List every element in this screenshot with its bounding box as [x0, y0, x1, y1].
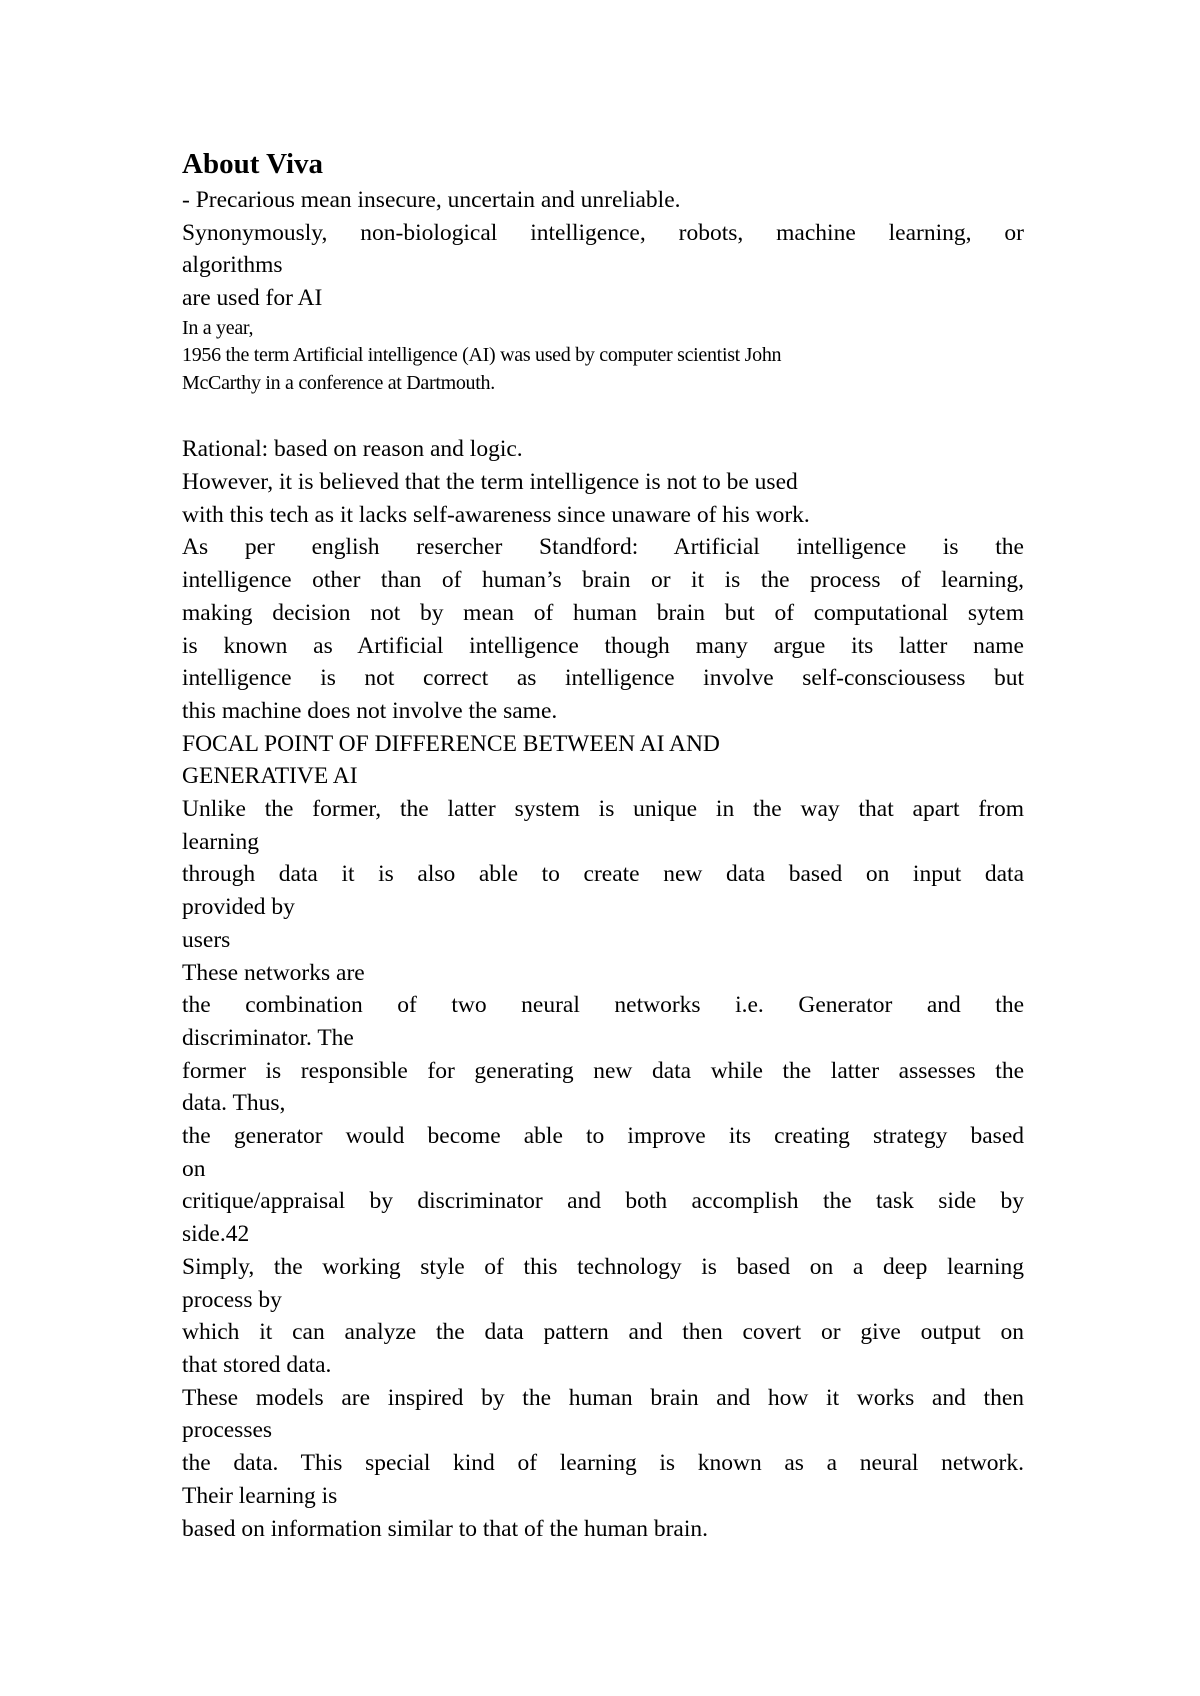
standford-line: As per english resercher Standford: Artificial intelligence is the: [182, 534, 1024, 561]
rational-line: Rational: based on reason and logic.: [182, 436, 523, 463]
document-body: [182, 146, 1024, 1545]
body-line: These networks are: [182, 959, 365, 986]
document-title: About Viva: [182, 148, 324, 180]
body-line: that stored data.: [182, 1352, 332, 1378]
year-note-line: In a year,: [182, 316, 254, 339]
section-heading: GENERATIVE AI: [182, 763, 358, 790]
paragraph-gap: [182, 397, 1024, 433]
body-line: the generator would become able to improve its creating strategy based: [182, 1123, 1024, 1150]
body-line: through data it is also able to create new data based on input data: [182, 861, 1024, 888]
body-line: These models are inspired by the human brain and how it works and then: [182, 1384, 1024, 1411]
body-line: discriminator. The: [182, 1024, 354, 1051]
body-line: based on information similar to that of the human brain.: [182, 1515, 709, 1542]
body-line: on: [182, 1155, 206, 1182]
body-line: side.42: [182, 1221, 250, 1248]
body-line: provided by: [182, 894, 295, 921]
body-line: which it can analyze the data pattern and then covert or give output on: [182, 1319, 1024, 1346]
standford-line: this machine does not involve the same.: [182, 697, 558, 724]
body-line: processes: [182, 1417, 273, 1444]
year-note-line: McCarthy in a conference at Dartmouth.: [182, 371, 495, 394]
body-line: former is responsible for generating new data while the latter assesses the: [182, 1057, 1024, 1084]
standford-line: making decision not by mean of human brain but of computational sytem: [182, 599, 1024, 626]
section-heading: FOCAL POINT OF DIFFERENCE BETWEEN AI AND: [182, 730, 720, 757]
body-line: data. Thus,: [182, 1090, 286, 1117]
intro-line: - Precarious mean insecure, uncertain and unreliable.: [182, 187, 681, 213]
body-line: Their learning is: [182, 1482, 338, 1509]
body-line: process by: [182, 1286, 282, 1313]
rational-line: However, it is believed that the term intelligence is not to be used: [182, 469, 798, 496]
intro-line: Synonymously, non-biological intelligence, robots, machine learning, or: [182, 219, 1024, 246]
body-line: users: [182, 926, 231, 953]
standford-line: intelligence is not correct as intelligence involve self-consciousess but: [182, 665, 1024, 692]
rational-line: with this tech as it lacks self-awareness since unaware of his work.: [182, 501, 810, 528]
body-line: the data. This special kind of learning is known as a neural network.: [182, 1450, 1024, 1477]
body-line: Unlike the former, the latter system is unique in the way that apart from: [182, 796, 1024, 823]
body-line: critique/appraisal by discriminator and both accomplish the task side by: [182, 1188, 1024, 1215]
body-line: the combination of two neural networks i.e. Generator and the: [182, 992, 1024, 1019]
year-note-line: 1956 the term Artificial intelligence (AI) was used by computer scientist John: [182, 344, 782, 367]
standford-line: intelligence other than of human’s brain or it is the process of learning,: [182, 567, 1024, 594]
intro-line: algorithms: [182, 252, 283, 279]
intro-line: are used for AI: [182, 285, 323, 312]
body-line: learning: [182, 828, 259, 855]
standford-line: is known as Artificial intelligence though many argue its latter name: [182, 632, 1024, 659]
body-line: Simply, the working style of this technology is based on a deep learning: [182, 1253, 1024, 1280]
